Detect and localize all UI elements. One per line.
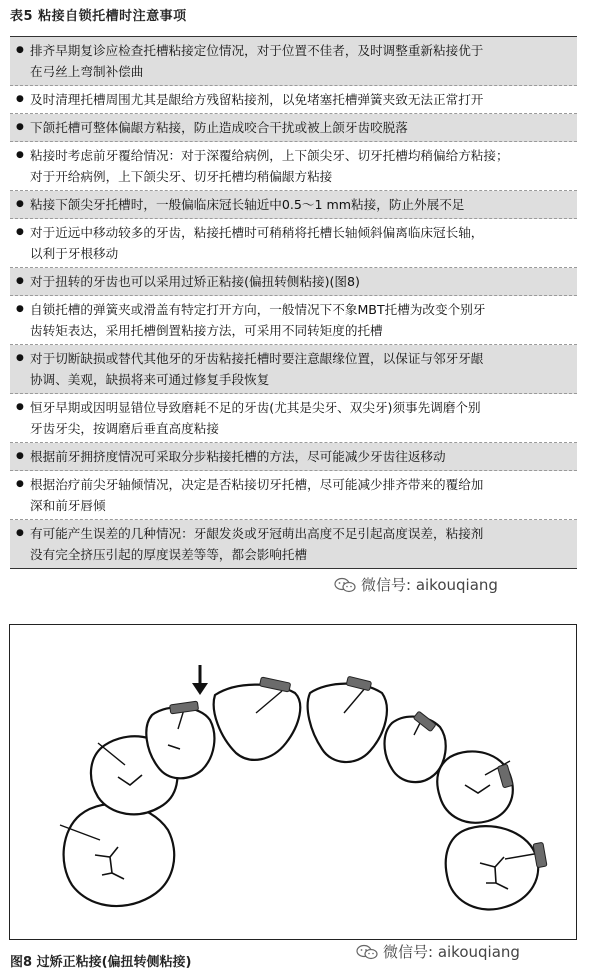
row-text: 及时清理托槽周围尤其是龈给方残留粘接剂，以免堵塞托槽弹簧夹致无法正常打开 bbox=[30, 92, 484, 107]
watermark-bottom bbox=[352, 941, 524, 962]
wechat-icon bbox=[334, 577, 356, 593]
table-row bbox=[10, 268, 577, 296]
table-row bbox=[10, 219, 577, 268]
precautions-table bbox=[10, 36, 577, 569]
figure-caption: 图8 过矫正粘接(偏扭转侧粘接) bbox=[10, 955, 192, 970]
row-text: 根据治疗前尖牙轴倾情况，决定是否粘接切牙托槽，尽可能减少排齐带来的覆给加 深和前牙唇倾 bbox=[30, 477, 484, 513]
bullet-icon: ● bbox=[16, 150, 24, 160]
bullet-icon: ● bbox=[16, 479, 24, 489]
row-text: 对于扭转的牙齿也可以采用过矫正粘接(偏扭转侧粘接)(图8) bbox=[30, 274, 360, 289]
row-text: 根据前牙拥挤度情况可采取分步粘接托槽的方法，尽可能减少牙齿往返移动 bbox=[30, 449, 446, 464]
table-row bbox=[10, 443, 577, 471]
wechat-icon bbox=[356, 944, 378, 960]
row-text: 下颌托槽可整体偏龈方粘接，防止造成咬合干扰或被上颌牙齿咬脱落 bbox=[30, 120, 408, 135]
watermark-text: 微信号: aikouqiang bbox=[383, 943, 520, 961]
row-text: 恒牙早期或因明显错位导致磨耗不足的牙齿(尤其是尖牙、双尖牙)须事先调磨个别 牙齿牙尖，按调磨后垂直高度粘接 bbox=[30, 400, 481, 436]
bullet-icon: ● bbox=[16, 353, 24, 363]
table-row bbox=[10, 142, 577, 191]
bullet-icon: ● bbox=[16, 451, 24, 461]
bullet-icon: ● bbox=[16, 304, 24, 314]
row-text: 对于近远中移动较多的牙齿，粘接托槽时可稍稍将托槽长轴倾斜偏离临床冠长轴， 以利于牙根移动 bbox=[30, 225, 484, 261]
row-text: 排齐早期复诊应检查托槽粘接定位情况，对于位置不佳者，及时调整重新粘接优于 在弓丝上弯制补偿曲 bbox=[30, 43, 484, 79]
table-row bbox=[10, 296, 577, 345]
row-text: 粘接时考虑前牙覆给情况：对于深覆给病例，上下颌尖牙、切牙托槽均稍偏给方粘接； 对于开给病例，上下颌尖牙、切牙托槽均稍偏龈方粘接 bbox=[30, 148, 509, 184]
table-row bbox=[10, 394, 577, 443]
row-text: 有可能产生误差的几种情况：牙龈发炎或牙冠萌出高度不足引起高度误差，粘接剂 没有完全挤压引起的厚度误差等等，都会影响托槽 bbox=[30, 526, 484, 562]
table-title: 表5 粘接自锁托槽时注意事项 bbox=[10, 9, 187, 24]
table-row bbox=[10, 520, 577, 568]
table-row bbox=[10, 471, 577, 520]
table-row bbox=[10, 114, 577, 142]
figure-8 bbox=[9, 624, 577, 940]
row-text: 粘接下颌尖牙托槽时，一般偏临床冠长轴近中0.5～1 mm粘接，防止外展不足 bbox=[30, 197, 465, 212]
row-text: 对于切断缺损或替代其他牙的牙齿粘接托槽时要注意龈缘位置，以保证与邻牙牙龈 协调、美观，缺损将来可通过修复手段恢复 bbox=[30, 351, 484, 387]
dental-arch-diagram bbox=[10, 625, 575, 938]
bullet-icon: ● bbox=[16, 276, 24, 286]
bullet-icon: ● bbox=[16, 94, 24, 104]
arrow-down-icon bbox=[192, 665, 208, 695]
table-row bbox=[10, 37, 577, 86]
table-row bbox=[10, 86, 577, 114]
table-row bbox=[10, 345, 577, 394]
bullet-icon: ● bbox=[16, 199, 24, 209]
bullet-icon: ● bbox=[16, 528, 24, 538]
watermark-text: 微信号: aikouqiang bbox=[361, 576, 498, 594]
watermark bbox=[330, 574, 502, 595]
bullet-icon: ● bbox=[16, 227, 24, 237]
bullet-icon: ● bbox=[16, 402, 24, 412]
row-text: 自锁托槽的弹簧夹或滑盖有特定打开方向，一般情况下不象MBT托槽为改变个别牙 齿转矩表达，采用托槽倒置粘接方法，可采用不同转矩度的托槽 bbox=[30, 302, 486, 338]
table-row bbox=[10, 191, 577, 219]
bullet-icon: ● bbox=[16, 122, 24, 132]
bullet-icon: ● bbox=[16, 45, 24, 55]
